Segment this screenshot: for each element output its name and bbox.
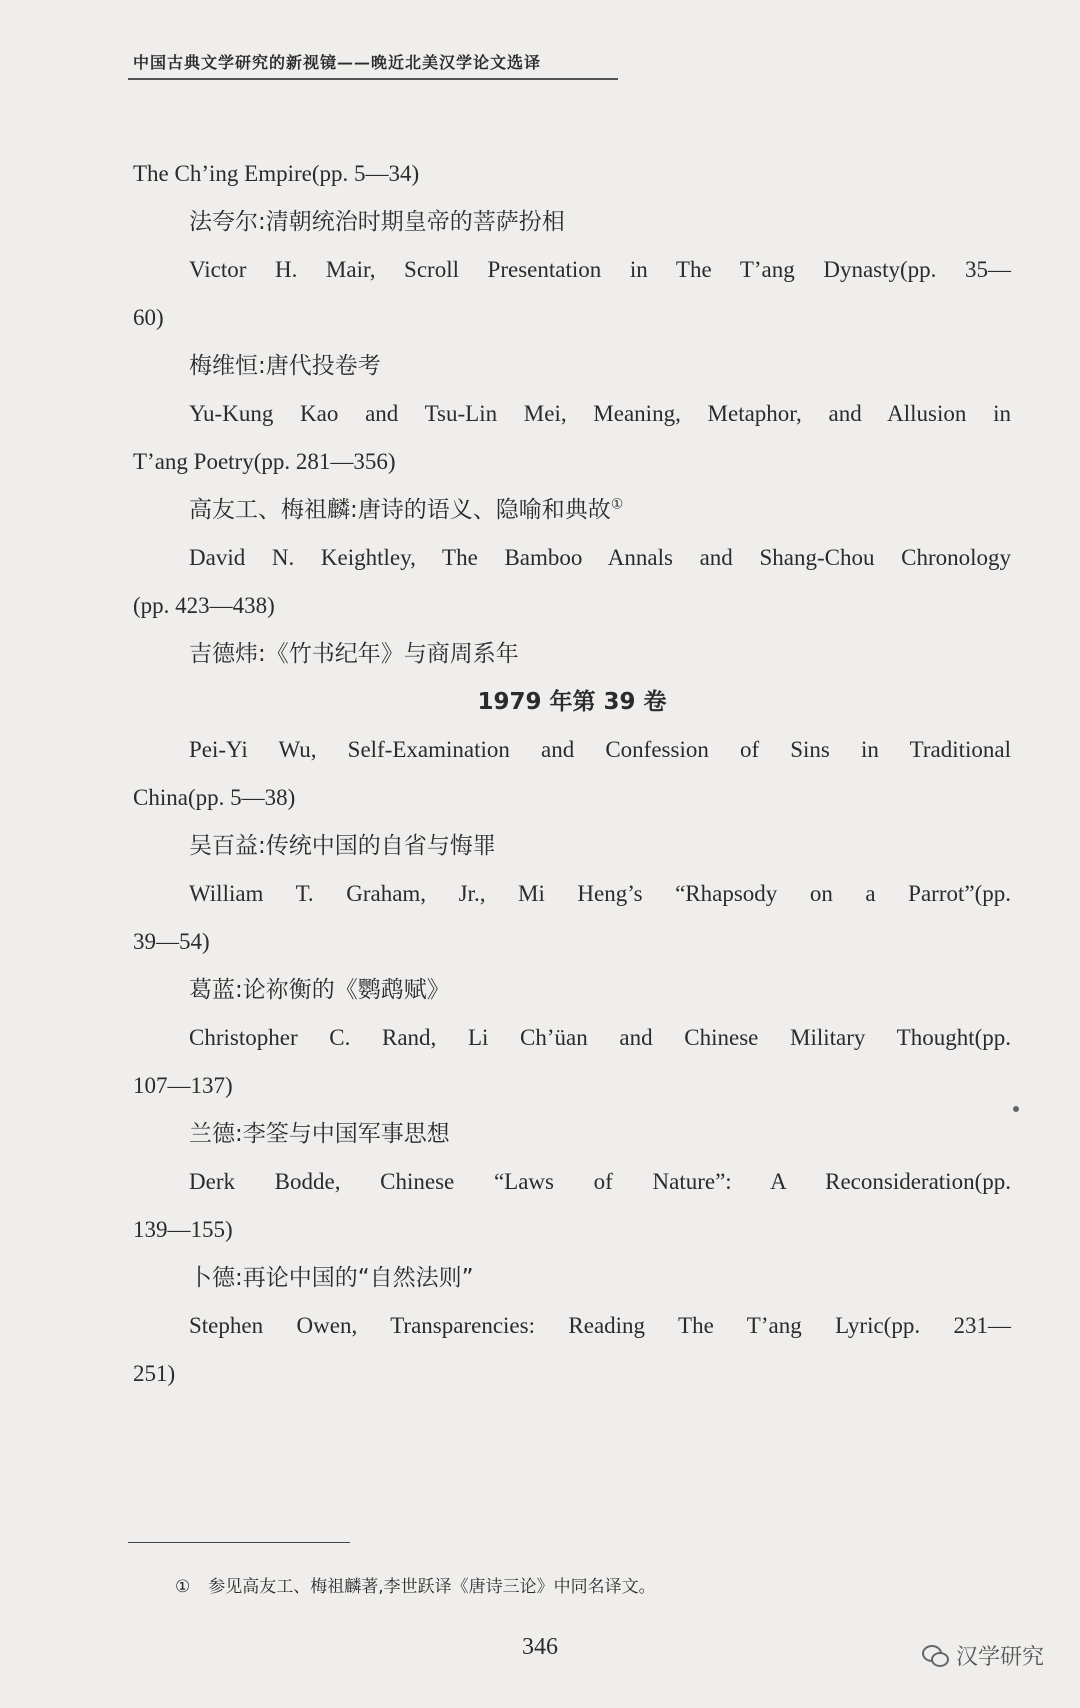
- entry-kao-mei-zh-text: 高友工、梅祖麟:唐诗的语义、隐喻和典故: [189, 497, 611, 523]
- wechat-icon: [922, 1645, 948, 1667]
- entry-chinese-title: 吉德炜:《竹书纪年》与商周系年: [189, 641, 519, 667]
- entry-chinese-title: 兰德:李筌与中国军事思想: [189, 1121, 450, 1147]
- entry-english-citation: China(pp. 5—38): [133, 785, 296, 810]
- entry-english-citation: Derk Bodde, Chinese “Laws of Nature”: A Reconsideration(pp.: [189, 1169, 1011, 1194]
- entry-kao-mei-zh: [133, 486, 1011, 534]
- entry-english-citation: David N. Keightley, The Bamboo Annals and Shang-Chou Chronology: [189, 545, 1011, 570]
- footnote-rule: [128, 1542, 350, 1543]
- entry-english-citation: (pp. 423—438): [133, 593, 275, 618]
- watermark-text: 汉学研究: [955, 1645, 1044, 1670]
- entry-english-citation: T’ang Poetry(pp. 281—356): [133, 449, 396, 474]
- entry-english-citation: Victor H. Mair, Scroll Presentation in The T’ang Dynasty(pp. 35—: [189, 257, 1011, 282]
- entry-chinese-title: 吴百益:传统中国的自省与悔罪: [189, 833, 496, 859]
- entries-top: [133, 150, 1011, 486]
- footnote-mark: ①: [175, 1577, 191, 1597]
- entry-english-citation: 39—54): [133, 929, 210, 954]
- entries-bottom: [133, 726, 1011, 1398]
- margin-dot: [1013, 1106, 1019, 1112]
- entry-english-citation: 139—155): [133, 1217, 233, 1242]
- entry-english-citation: 107—137): [133, 1073, 233, 1098]
- entry-english-citation: William T. Graham, Jr., Mi Heng’s “Rhapsody on a Parrot”(pp.: [189, 881, 1011, 906]
- entry-english-citation: Stephen Owen, Transparencies: Reading The T’ang Lyric(pp. 231—: [189, 1313, 1011, 1338]
- entry-english-citation: 60): [133, 305, 164, 330]
- running-header: 中国古典文学研究的新视镜——晚近北美汉学论文选译: [133, 53, 542, 72]
- entry-chinese-title: 法夸尔:清朝统治时期皇帝的菩萨扮相: [189, 209, 565, 235]
- entry-chinese-title: 卜德:再论中国的“自然法则”: [189, 1265, 474, 1291]
- entry-english-citation: Yu-Kung Kao and Tsu-Lin Mei, Meaning, Metaphor, and Allusion in: [189, 401, 1011, 426]
- section-heading-1979: 1979 年第 39 卷: [477, 689, 667, 715]
- page-number: 346: [522, 1634, 558, 1660]
- content: [133, 150, 1011, 1398]
- entry-english-citation: 251): [133, 1361, 176, 1386]
- entry-english-citation: Pei-Yi Wu, Self-Examination and Confession of Sins in Traditional: [189, 737, 1011, 762]
- entry-english-citation: Christopher C. Rand, Li Ch’üan and Chinese Military Thought(pp.: [189, 1025, 1011, 1050]
- entries-mid: [133, 534, 1011, 678]
- entry-english-citation: The Ch’ing Empire(pp. 5—34): [133, 161, 420, 186]
- header-rule: [128, 78, 618, 80]
- entry-chinese-title: 葛蓝:论祢衡的《鹦鹉赋》: [189, 977, 450, 1003]
- entry-chinese-title: 梅维恒:唐代投卷考: [189, 353, 381, 379]
- footnote: [175, 1572, 656, 1597]
- footnote-text: 参见高友工、梅祖麟著,李世跃译《唐诗三论》中同名译文。: [208, 1577, 656, 1597]
- footnote-ref-mark[interactable]: ①: [610, 496, 624, 513]
- watermark: [922, 1640, 1044, 1671]
